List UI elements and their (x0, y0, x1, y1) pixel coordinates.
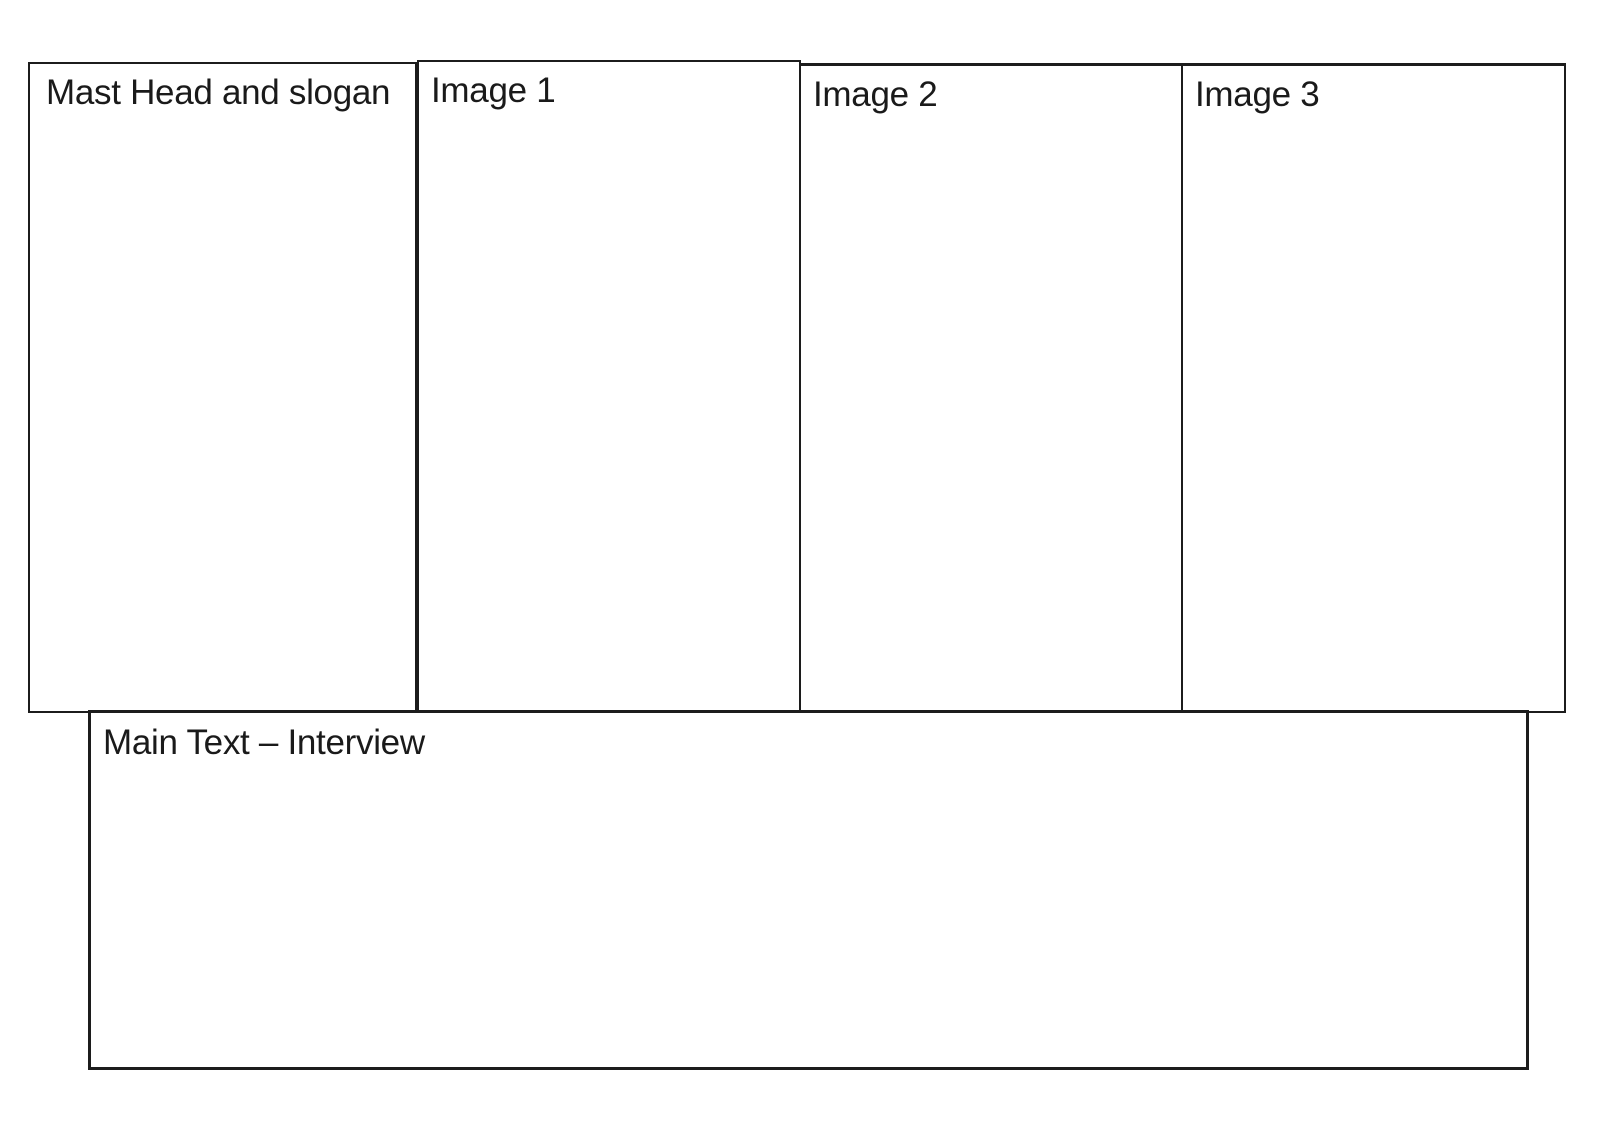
image-3-box (1181, 63, 1566, 713)
main-text-box (88, 710, 1529, 1070)
image-2-box (799, 63, 1184, 714)
masthead-box (28, 62, 417, 713)
image-2-label: Image 2 (813, 75, 938, 114)
main-text-label: Main Text – Interview (103, 723, 425, 762)
masthead-label: Mast Head and slogan (46, 73, 391, 112)
image-1-box (417, 60, 801, 713)
image-1-label: Image 1 (431, 71, 556, 110)
image-3-label: Image 3 (1195, 75, 1320, 114)
